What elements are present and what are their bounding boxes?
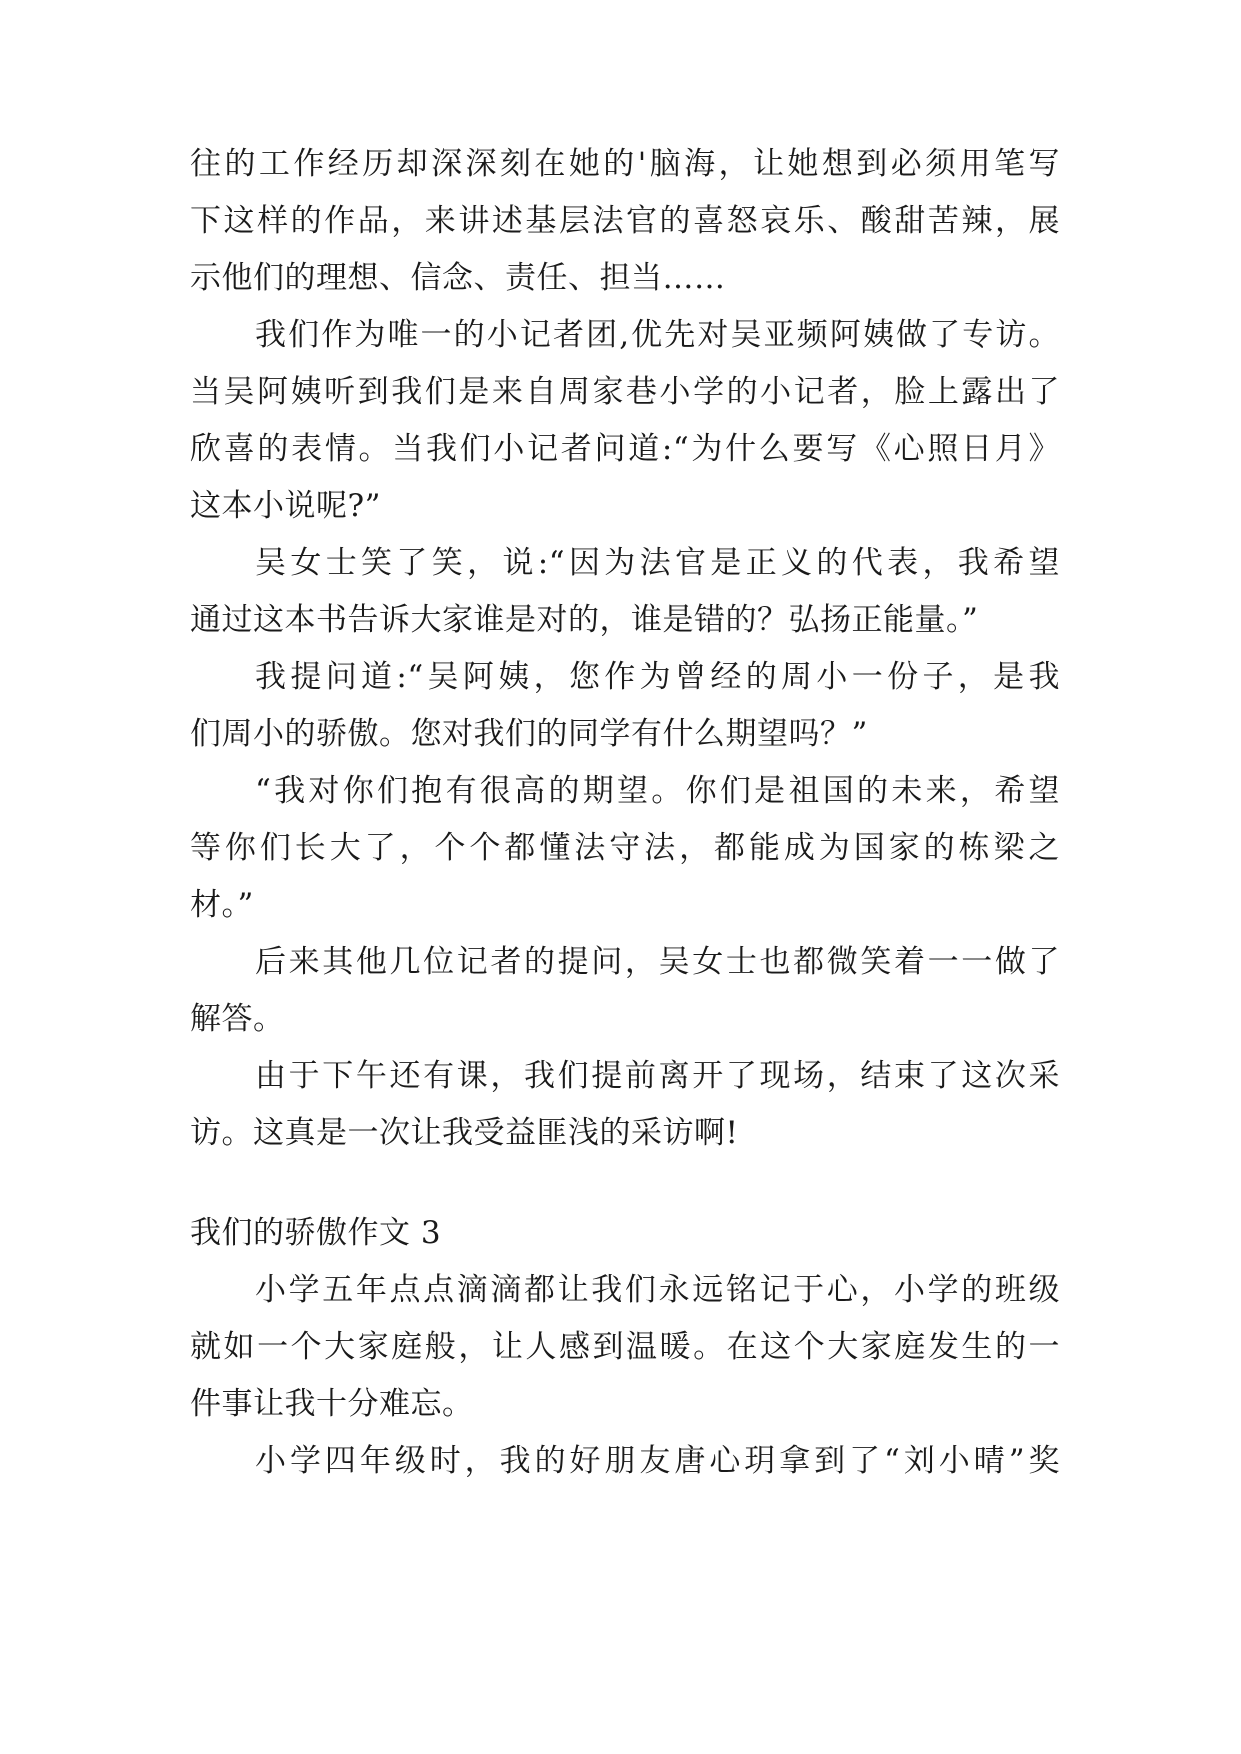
text-line: 欣喜的表情。当我们小记者问道:“为什么要写《心照日月》 (190, 431, 1060, 467)
text-line: 件事让我十分难忘。 (190, 1386, 474, 1422)
text-line: 当吴阿姨听到我们是来自周家巷小学的小记者，脸上露出了 (190, 374, 1060, 410)
text-line: 下这样的作品，来讲述基层法官的喜怒哀乐、酸甜苦辣，展 (190, 203, 1060, 239)
text-line: 就如一个大家庭般，让人感到温暖。在这个大家庭发生的一 (190, 1329, 1060, 1365)
text-line: 这本小说呢?” (190, 488, 381, 524)
text-line: 访。这真是一次让我受益匪浅的采访啊! (190, 1115, 739, 1151)
text-line: 后来其他几位记者的提问，吴女士也都微笑着一一做了 (255, 944, 1060, 980)
text-line: 我们作为唯一的小记者团,优先对吴亚频阿姨做了专访。 (255, 317, 1060, 353)
text-line: 吴女士笑了笑，说:“因为法官是正义的代表，我希望 (255, 545, 1060, 581)
text-line: 通过这本书告诉大家谁是对的，谁是错的？弘扬正能量。” (190, 602, 979, 638)
section-heading: 我们的骄傲作文 3 (190, 1215, 442, 1251)
text-line: 们周小的骄傲。您对我们的同学有什么期望吗？” (190, 716, 868, 752)
text-line: 往的工作经历却深深刻在她的'脑海，让她想到必须用笔写 (190, 146, 1060, 182)
text-line: 小学四年级时，我的好朋友唐心玥拿到了“刘小晴”奖 (255, 1443, 1060, 1479)
text-line: 我提问道:“吴阿姨，您作为曾经的周小一份子，是我 (255, 659, 1060, 695)
text-line: 由于下午还有课，我们提前离开了现场，结束了这次采 (255, 1058, 1060, 1094)
text-line: 解答。 (190, 1001, 285, 1037)
text-line: 示他们的理想、信念、责任、担当…… (190, 260, 726, 296)
text-line: 小学五年点点滴滴都让我们永远铭记于心，小学的班级 (255, 1272, 1060, 1308)
text-line: 等你们长大了，个个都懂法守法，都能成为国家的栋梁之 (190, 830, 1060, 866)
text-line: 材。” (190, 887, 254, 923)
text-line: “我对你们抱有很高的期望。你们是祖国的未来，希望 (255, 773, 1060, 809)
